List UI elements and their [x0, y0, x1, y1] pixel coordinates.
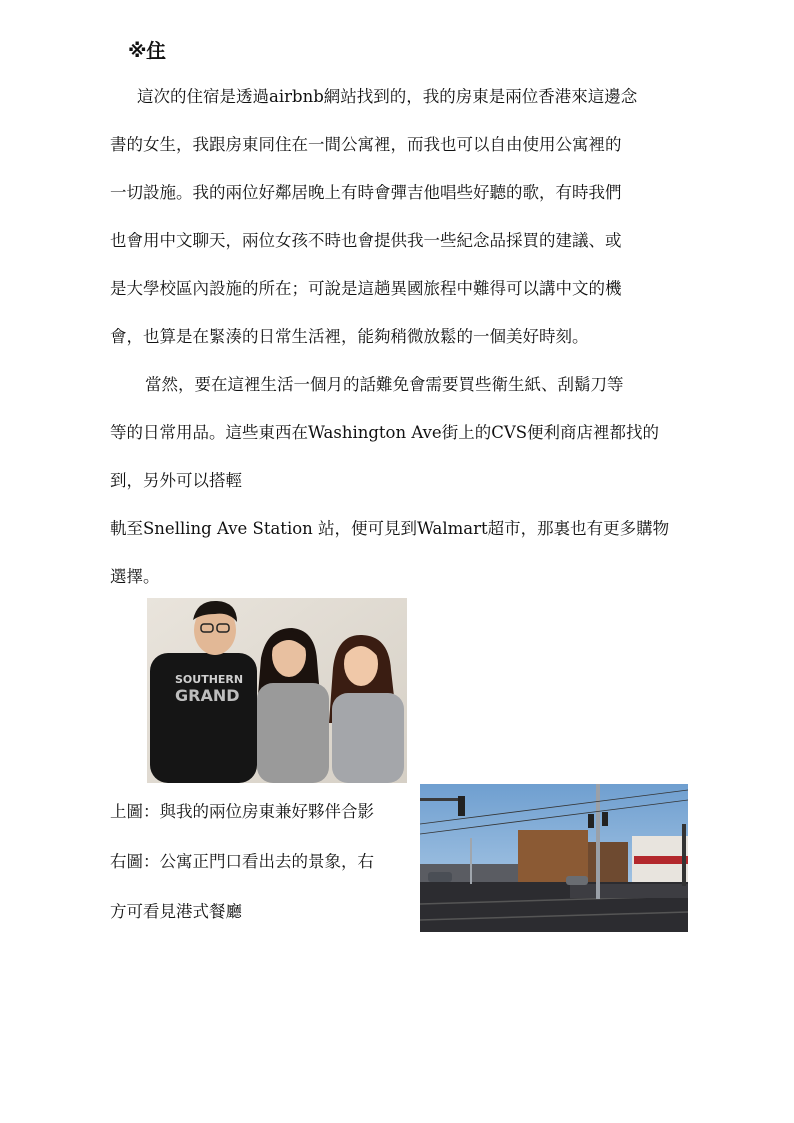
caption-line: 右圖：公寓正門口看出去的景象，右 — [110, 852, 374, 871]
shirt-text-1: SOUTHERN — [175, 673, 244, 686]
paragraph-line: 也會用中文聊天，兩位女孩不時也會提供我一些紀念品採買的建議、或 — [110, 231, 622, 250]
paragraph-line: 軌至Snelling Ave Station 站，便可見到Walmart超市，那裏也有更多購物 — [110, 519, 670, 538]
building — [518, 830, 588, 882]
paragraph-line: 當然，要在這裡生活一個月的話難免會需要買些衛生紙、刮鬍刀等 — [145, 375, 624, 394]
traffic-light — [458, 796, 465, 816]
group-photo — [147, 598, 407, 783]
paragraph-line: 選擇。 — [110, 567, 160, 586]
paragraph-line: 到，另外可以搭輕 — [110, 471, 242, 490]
street-photo — [420, 784, 688, 932]
paragraph-line: 書的女生，我跟房東同住在一間公寓裡，而我也可以自由使用公寓裡的 — [110, 135, 622, 154]
caption-line: 方可看見港式餐廳 — [110, 902, 242, 921]
paragraph-line: 一切設施。我的兩位好鄰居晚上有時會彈吉他唱些好聽的歌，有時我們 — [110, 183, 622, 202]
heading-text: 住 — [146, 40, 166, 62]
reference-mark: ※ — [128, 40, 147, 62]
paragraph-line: 等的日常用品。這些東西在Washington Ave街上的CVS便利商店裡都找的 — [110, 423, 660, 442]
paragraph-line: 會，也算是在緊湊的日常生活裡，能夠稍微放鬆的一個美好時刻。 — [110, 327, 589, 346]
shirt-text-2: GRAND — [175, 686, 240, 705]
section-heading — [128, 36, 166, 63]
caption-line: 上圖：與我的兩位房東兼好夥伴合影 — [110, 802, 374, 821]
paragraph-line: 是大學校區內設施的所在；可說是這趟異國旅程中難得可以講中文的機 — [110, 279, 622, 298]
paragraph-line: 這次的住宿是透過airbnb網站找到的，我的房東是兩位香港來這邊念 — [137, 87, 638, 106]
